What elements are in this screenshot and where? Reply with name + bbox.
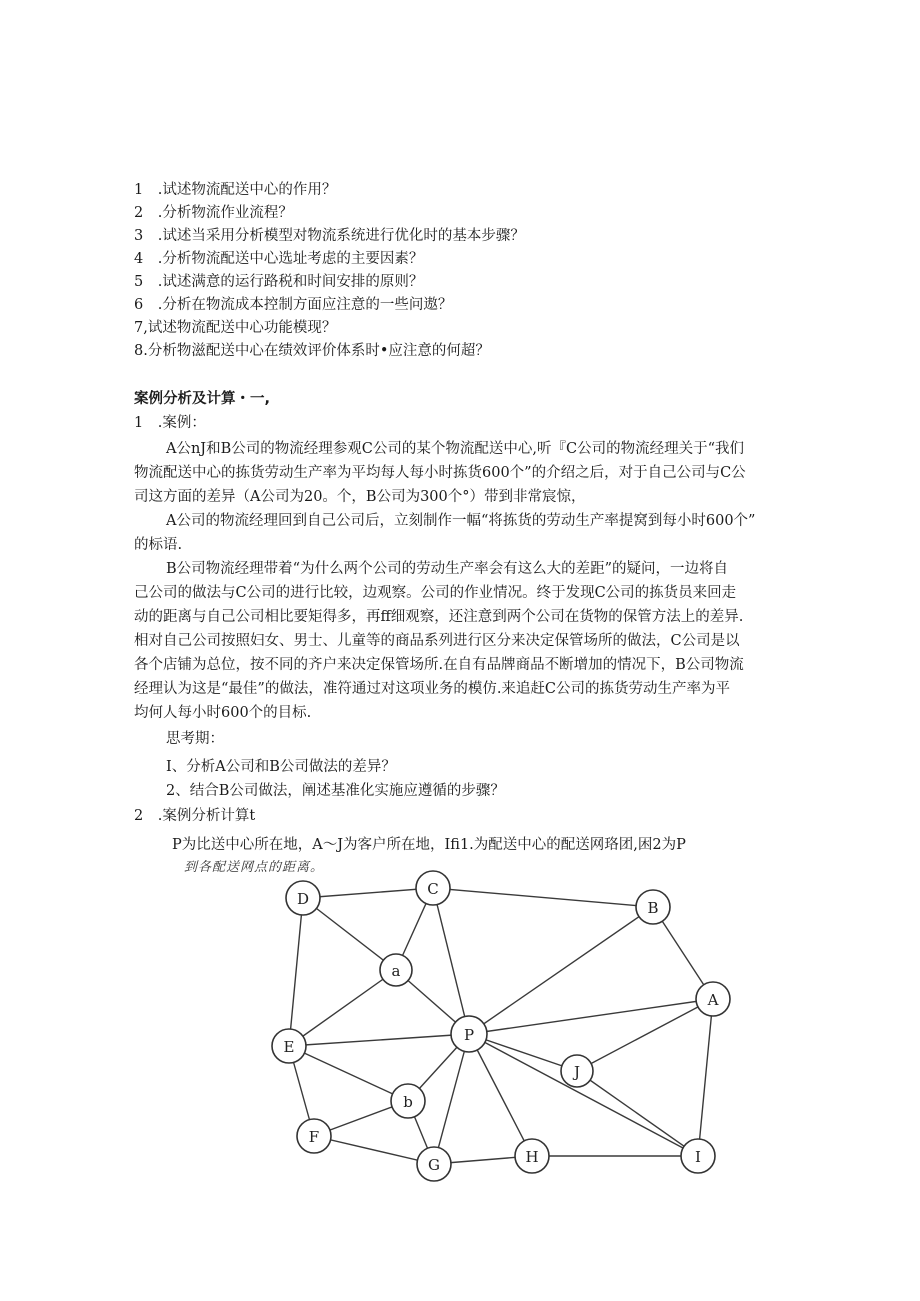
case1-think-title: 思考期： — [166, 731, 224, 747]
node-H — [515, 1139, 549, 1173]
node-G — [417, 1147, 451, 1181]
node-label-H: H — [525, 1148, 539, 1166]
case1-p3-line7: 均何人每小时600个的目标. — [134, 705, 312, 721]
case1-p3-line2: 己公司的做法与C公司的进行比较，边观察。公司的作业情况。终于发现C公司的拣货员来回走 — [134, 585, 737, 601]
question-5: 5 .试述满意的运行路税和时间安排的原则？ — [134, 274, 424, 290]
network-edges — [289, 888, 713, 1164]
node-D — [286, 881, 320, 915]
case1-p1-line2: 物流配送中心的拣货劳动生产率为平均每人每小时拣货600个”的介绍之后，对于自己公司与C公 — [134, 465, 746, 481]
edge-C-P — [433, 888, 469, 1034]
node-A — [696, 982, 730, 1016]
case1-p3-line1: B公司物流经理带着“为什么两个公司的劳动生产率会有这么大的差距”的疑问，一边将自 — [166, 561, 728, 577]
node-label-B: B — [647, 899, 659, 917]
case1-think-item-2: 2、结合B公司做法，阐述基准化实施应遵循的步骤？ — [166, 783, 505, 799]
question-1: 1 .试述物流配送中心的作用？ — [134, 182, 337, 198]
case1-p3-line6: 经理认为这是“最佳”的做法，准符通过对这项业务的模仿.来追赶C公司的拣货劳动生产率为平 — [134, 681, 731, 697]
question-3: 3 .试述当采用分析模型对物流系统进行优化时的基本步骤？ — [134, 228, 525, 244]
node-C — [416, 871, 450, 905]
case1-p3-line4: 相对自己公司按照妇女、男士、儿童等的商品系列进行区分来决定保管场所的做法，C公司是以 — [134, 633, 740, 649]
case1-p2-line1: A公司的物流经理回到自己公司后，立刻制作一幅“将拣货的劳动生产率提窝到每小时600个” — [166, 513, 756, 529]
edge-E-b — [289, 1046, 408, 1101]
section-heading: 案例分析及计算・一, — [134, 391, 271, 407]
question-4: 4 .分析物流配送中心选址考虑的主要因素？ — [134, 251, 424, 267]
case1-p2-line2: 的标语. — [134, 537, 183, 553]
edge-a-E — [289, 970, 396, 1046]
node-label-G: G — [428, 1156, 440, 1174]
edge-F-G — [314, 1136, 434, 1164]
node-I — [681, 1139, 715, 1173]
edge-P-I — [469, 1034, 698, 1156]
node-label-F: F — [308, 1128, 320, 1146]
node-label-J: J — [573, 1063, 581, 1081]
edge-A-I — [698, 999, 713, 1156]
node-label-E: E — [283, 1038, 295, 1056]
node-J — [561, 1055, 593, 1087]
node-label-C: C — [427, 880, 439, 898]
case1-p1-line1: A公nJ和B公司的物流经理参观C公司的某个物流配送中心,听『C公司的物流经理关于“我们 — [166, 441, 744, 457]
question-8: 8.分析物滋配送中心在绩效评价体系时•应注意的何超？ — [134, 343, 490, 359]
edge-J-I — [577, 1071, 698, 1156]
edge-D-E — [289, 898, 303, 1046]
node-label-A: A — [707, 991, 719, 1009]
node-F — [297, 1119, 331, 1153]
case2-number: 2 .案例分析计算t — [134, 808, 256, 824]
case2-caption-line1: P为比送中心所在地，A～J为客户所在地，Ifi1.为配送中心的配送网珞团,困2为P — [172, 837, 686, 853]
edge-C-B — [433, 888, 653, 907]
node-E — [272, 1029, 306, 1063]
edge-B-P — [469, 907, 653, 1034]
node-label-a: a — [391, 962, 401, 980]
question-2: 2 .分析物流作业流程？ — [134, 205, 293, 221]
node-B — [636, 890, 670, 924]
edge-E-P — [289, 1034, 469, 1046]
node-label-D: D — [296, 890, 310, 908]
node-P — [451, 1016, 487, 1052]
question-6: 6 .分析在物流成本控制方面应注意的一些问遨？ — [134, 297, 453, 313]
node-b — [391, 1084, 425, 1118]
node-a — [380, 954, 412, 986]
edge-D-C — [303, 888, 433, 898]
case1-think-item-1: I、分析A公司和B公司做法的差异？ — [166, 759, 396, 775]
case1-p3-line3: 动的距离与自己公司相比要矩得多，再ff细观察，还注意到两个公司在货物的保管方法上的差异. — [134, 609, 744, 625]
case1-p3-line5: 各个店铺为总位，按不同的齐户来决定保管场所.在自有品牌商品不断增加的情况下，B公司物流 — [134, 657, 744, 673]
question-7: 7,试述物流配送中心功能模现？ — [134, 320, 337, 336]
case1-number: 1 .案例： — [134, 415, 206, 431]
node-label-b: b — [403, 1093, 413, 1111]
case2-caption-line2: 到各配送网点的距离。 — [184, 860, 325, 875]
node-label-P: P — [463, 1026, 475, 1044]
edge-A-P — [469, 999, 713, 1034]
case1-p1-line3: 司这方面的差异（A公司为20。个，B公司为300个°）带到非常宸惊， — [134, 489, 586, 505]
node-label-I: I — [695, 1148, 701, 1166]
edge-A-J — [577, 999, 713, 1071]
